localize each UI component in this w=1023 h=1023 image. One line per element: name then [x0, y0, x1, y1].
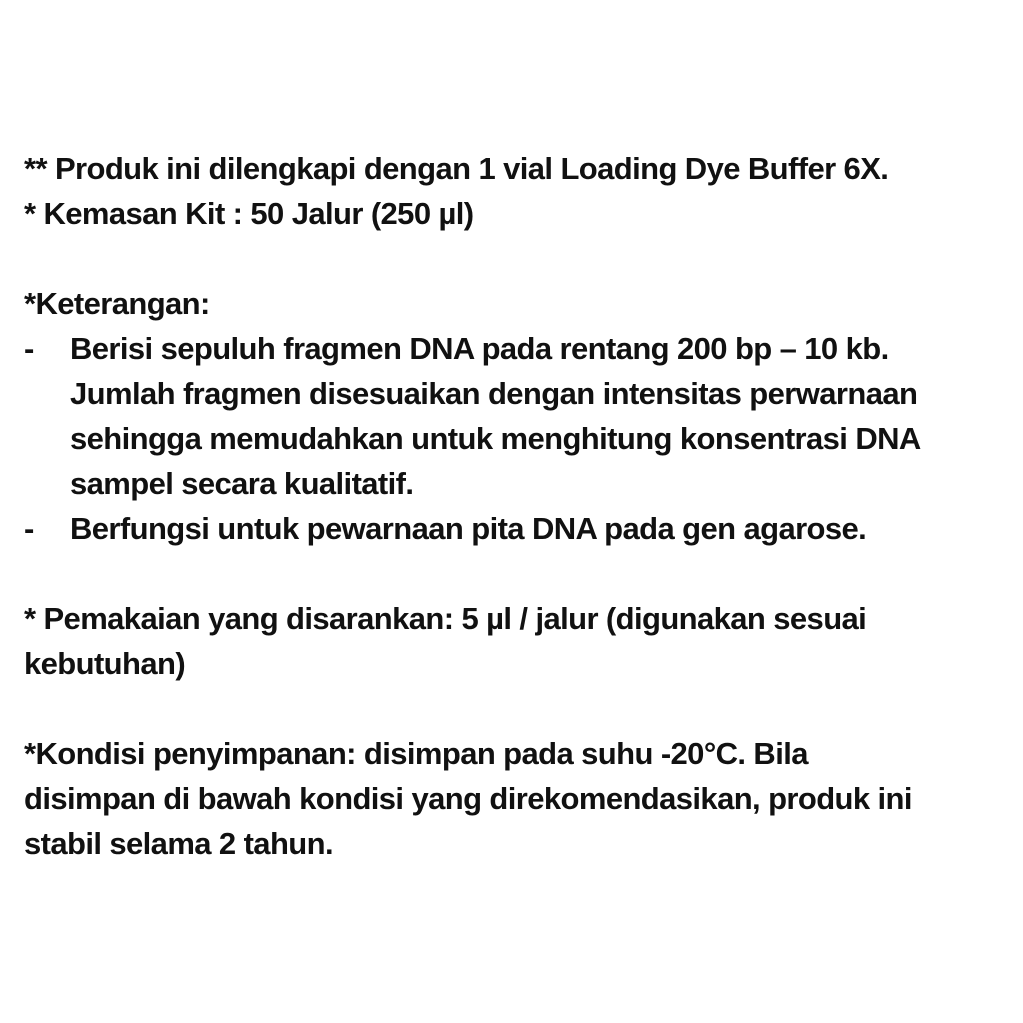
spacer [24, 551, 1004, 596]
keterangan-item-2 [24, 506, 1004, 551]
spacer [24, 236, 1004, 281]
keterangan-item-1-line-2: Jumlah fragmen disesuaikan dengan intensitas perwarnaan [70, 376, 918, 411]
keterangan-item-1-line-4: sampel secara kualitatif. [70, 466, 414, 501]
keterangan-item-1-line-1: Berisi sepuluh fragmen DNA pada rentang 200 bp – 10 kb. [70, 331, 889, 366]
keterangan-heading: *Keterangan: [24, 286, 210, 321]
spacer [24, 686, 1004, 731]
loading-dye-note: ** Produk ini dilengkapi dengan 1 vial Loading Dye Buffer 6X. [24, 151, 889, 186]
keterangan-item-2-line-1: Berfungsi untuk pewarnaan pita DNA pada gen agarose. [70, 511, 867, 546]
bullet-dash: - [24, 511, 34, 546]
keterangan-item-1-text [70, 326, 921, 506]
product-info-document [24, 146, 1004, 866]
keterangan-item-1 [24, 326, 1004, 506]
kit-packaging-note: * Kemasan Kit : 50 Jalur (250 µl) [24, 196, 474, 231]
pemakaian-line-2: kebutuhan) [24, 646, 186, 681]
keterangan-item-1-line-3: sehingga memudahkan untuk menghitung konsentrasi DNA [70, 421, 921, 456]
pemakaian-line-1: * Pemakaian yang disarankan: 5 µl / jalur (digunakan sesuai [24, 601, 867, 636]
keterangan-item-2-text [70, 506, 866, 551]
kondisi-line-2: disimpan di bawah kondisi yang direkomendasikan, produk ini [24, 781, 912, 816]
kondisi-line-3: stabil selama 2 tahun. [24, 826, 333, 861]
bullet-dash: - [24, 331, 34, 366]
kondisi-line-1: *Kondisi penyimpanan: disimpan pada suhu -20°C. Bila [24, 736, 808, 771]
